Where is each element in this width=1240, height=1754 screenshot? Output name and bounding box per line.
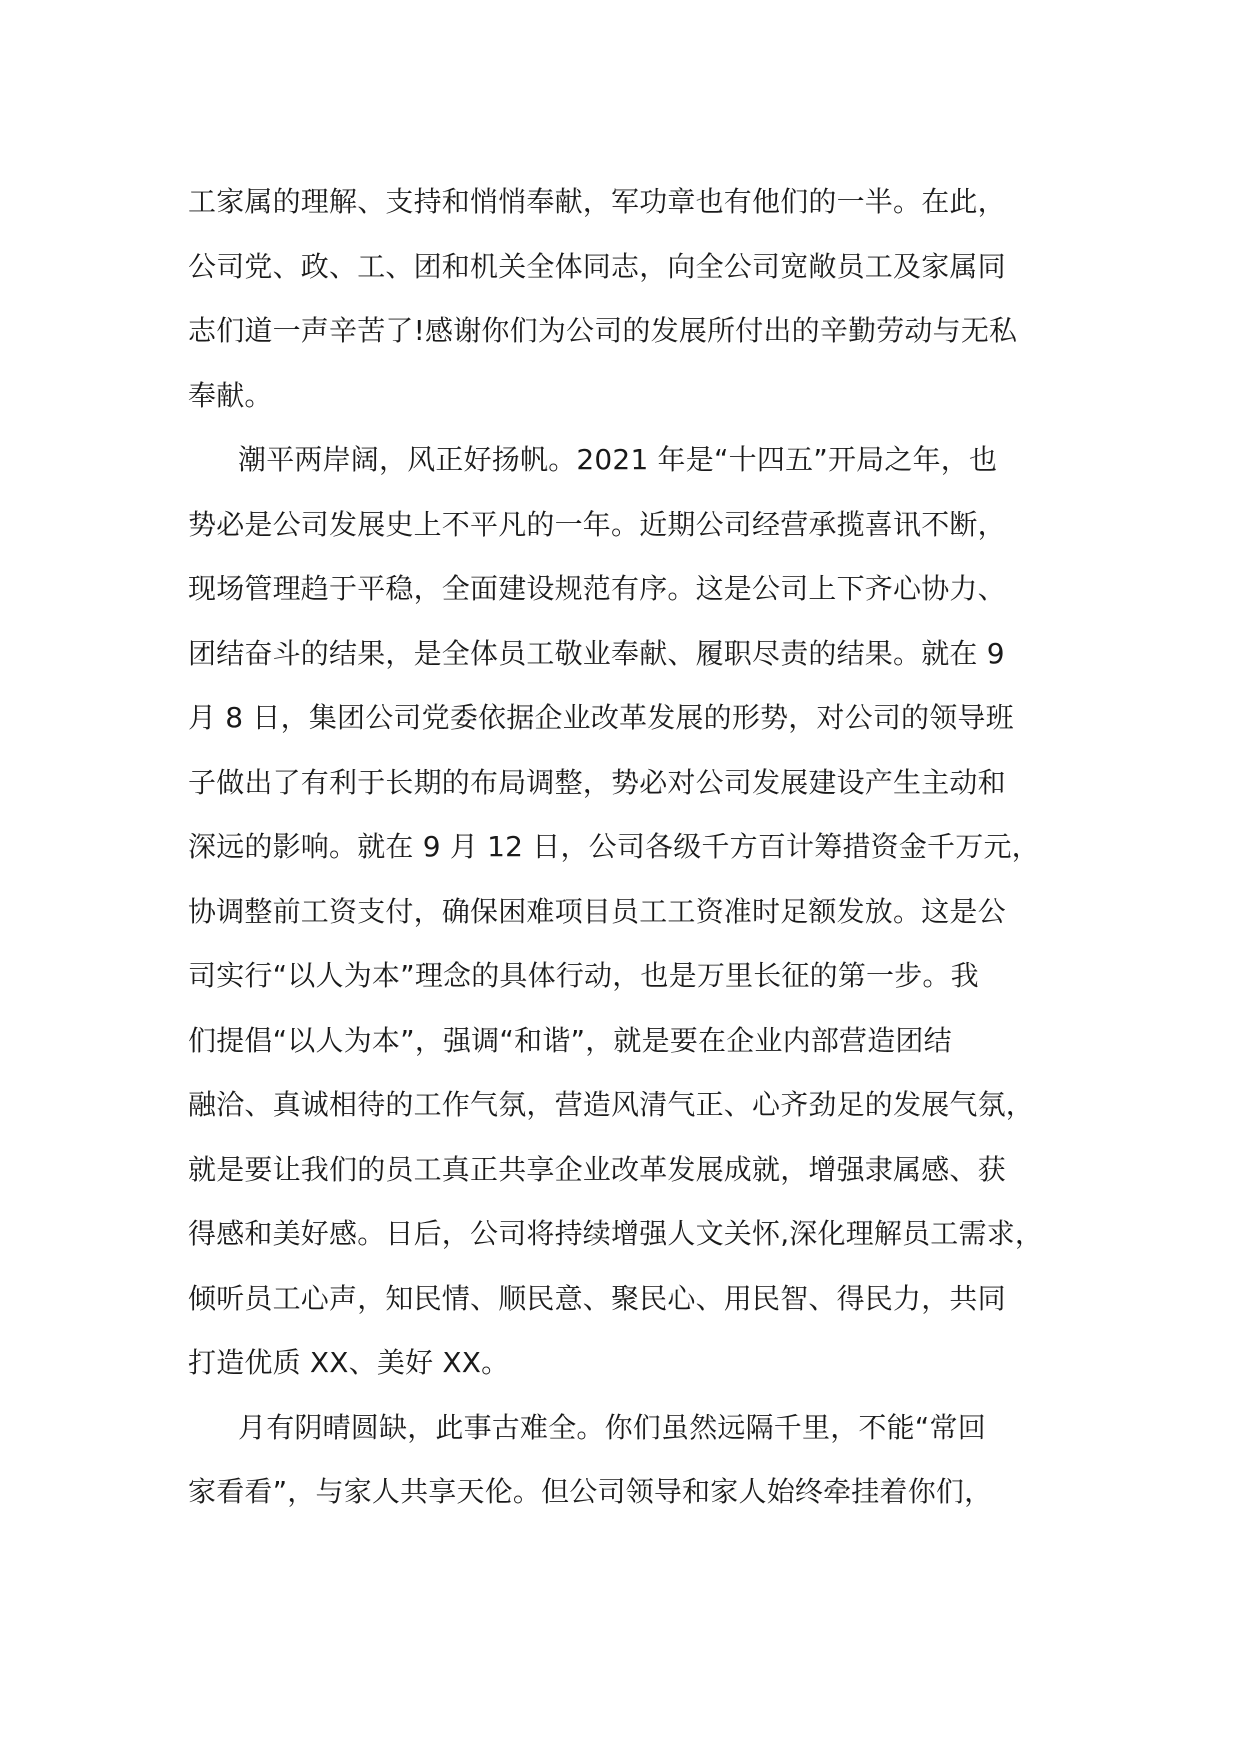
body-text [188,170,1088,1525]
text-line: 融洽、真诚相待的工作气氛，营造风清气正、心齐劲足的发展气氛， [188,1088,1035,1121]
text-line: 倾听员工心声，知民情、顺民意、聚民心、用民智、得民力，共同 [188,1281,1006,1315]
text-line: 子做出了有利于长期的布局调整，势必对公司发展建设产生主动和 [188,765,1006,799]
text-line: 深远的影响。就在 9 月 12 日，公司各级千方百计筹措资金千万元， [188,830,1040,863]
paragraph-start-line: 潮平两岸阔，风正好扬帆。2021 年是“十四五”开局之年，也 [238,443,998,476]
text-line: 司实行“以人为本”理念的具体行动，也是万里长征的第一步。我 [188,959,979,992]
text-line: 工家属的理解、支持和悄悄奉献，军功章也有他们的一半。在此， [188,185,1006,218]
text-line: 家看看”，与家人共享天伦。但公司领导和家人始终牵挂着你们， [188,1475,993,1508]
text-line: 现场管理趋于平稳，全面建设规范有序。这是公司上下齐心协力、 [188,572,1006,605]
text-line: 协调整前工资支付，确保困难项目员工工资准时足额发放。这是公 [188,894,1006,928]
text-line: 志们道一声辛苦了!感谢你们为公司的发展所付出的辛勤劳动与无私 [188,314,1018,347]
text-line: 们提倡“以人为本”，强调“和谐”，就是要在企业内部营造团结 [188,1023,952,1057]
paragraph-start-line: 月有阴晴圆缺，此事古难全。你们虽然远隔千里，不能“常回 [238,1410,986,1444]
text-line: 打造优质 XX、美好 XX。 [188,1346,510,1379]
text-line: 奉献。 [188,378,273,412]
text-line: 公司党、政、工、团和机关全体同志，向全公司宽敞员工及家属同 [188,249,1006,283]
text-line: 势必是公司发展史上不平凡的一年。近期公司经营承揽喜讯不断， [188,507,1006,541]
text-line: 团结奋斗的结果，是全体员工敬业奉献、履职尽责的结果。就在 9 [188,636,1005,670]
text-line: 月 8 日，集团公司党委依据企业改革发展的形势，对公司的领导班 [188,701,1014,734]
text-line: 就是要让我们的员工真正共享企业改革发展成就，增强隶属感、获 [188,1152,1006,1186]
text-line: 得感和美好感。日后，公司将持续增强人文关怀,深化理解员工需求， [188,1217,1044,1250]
